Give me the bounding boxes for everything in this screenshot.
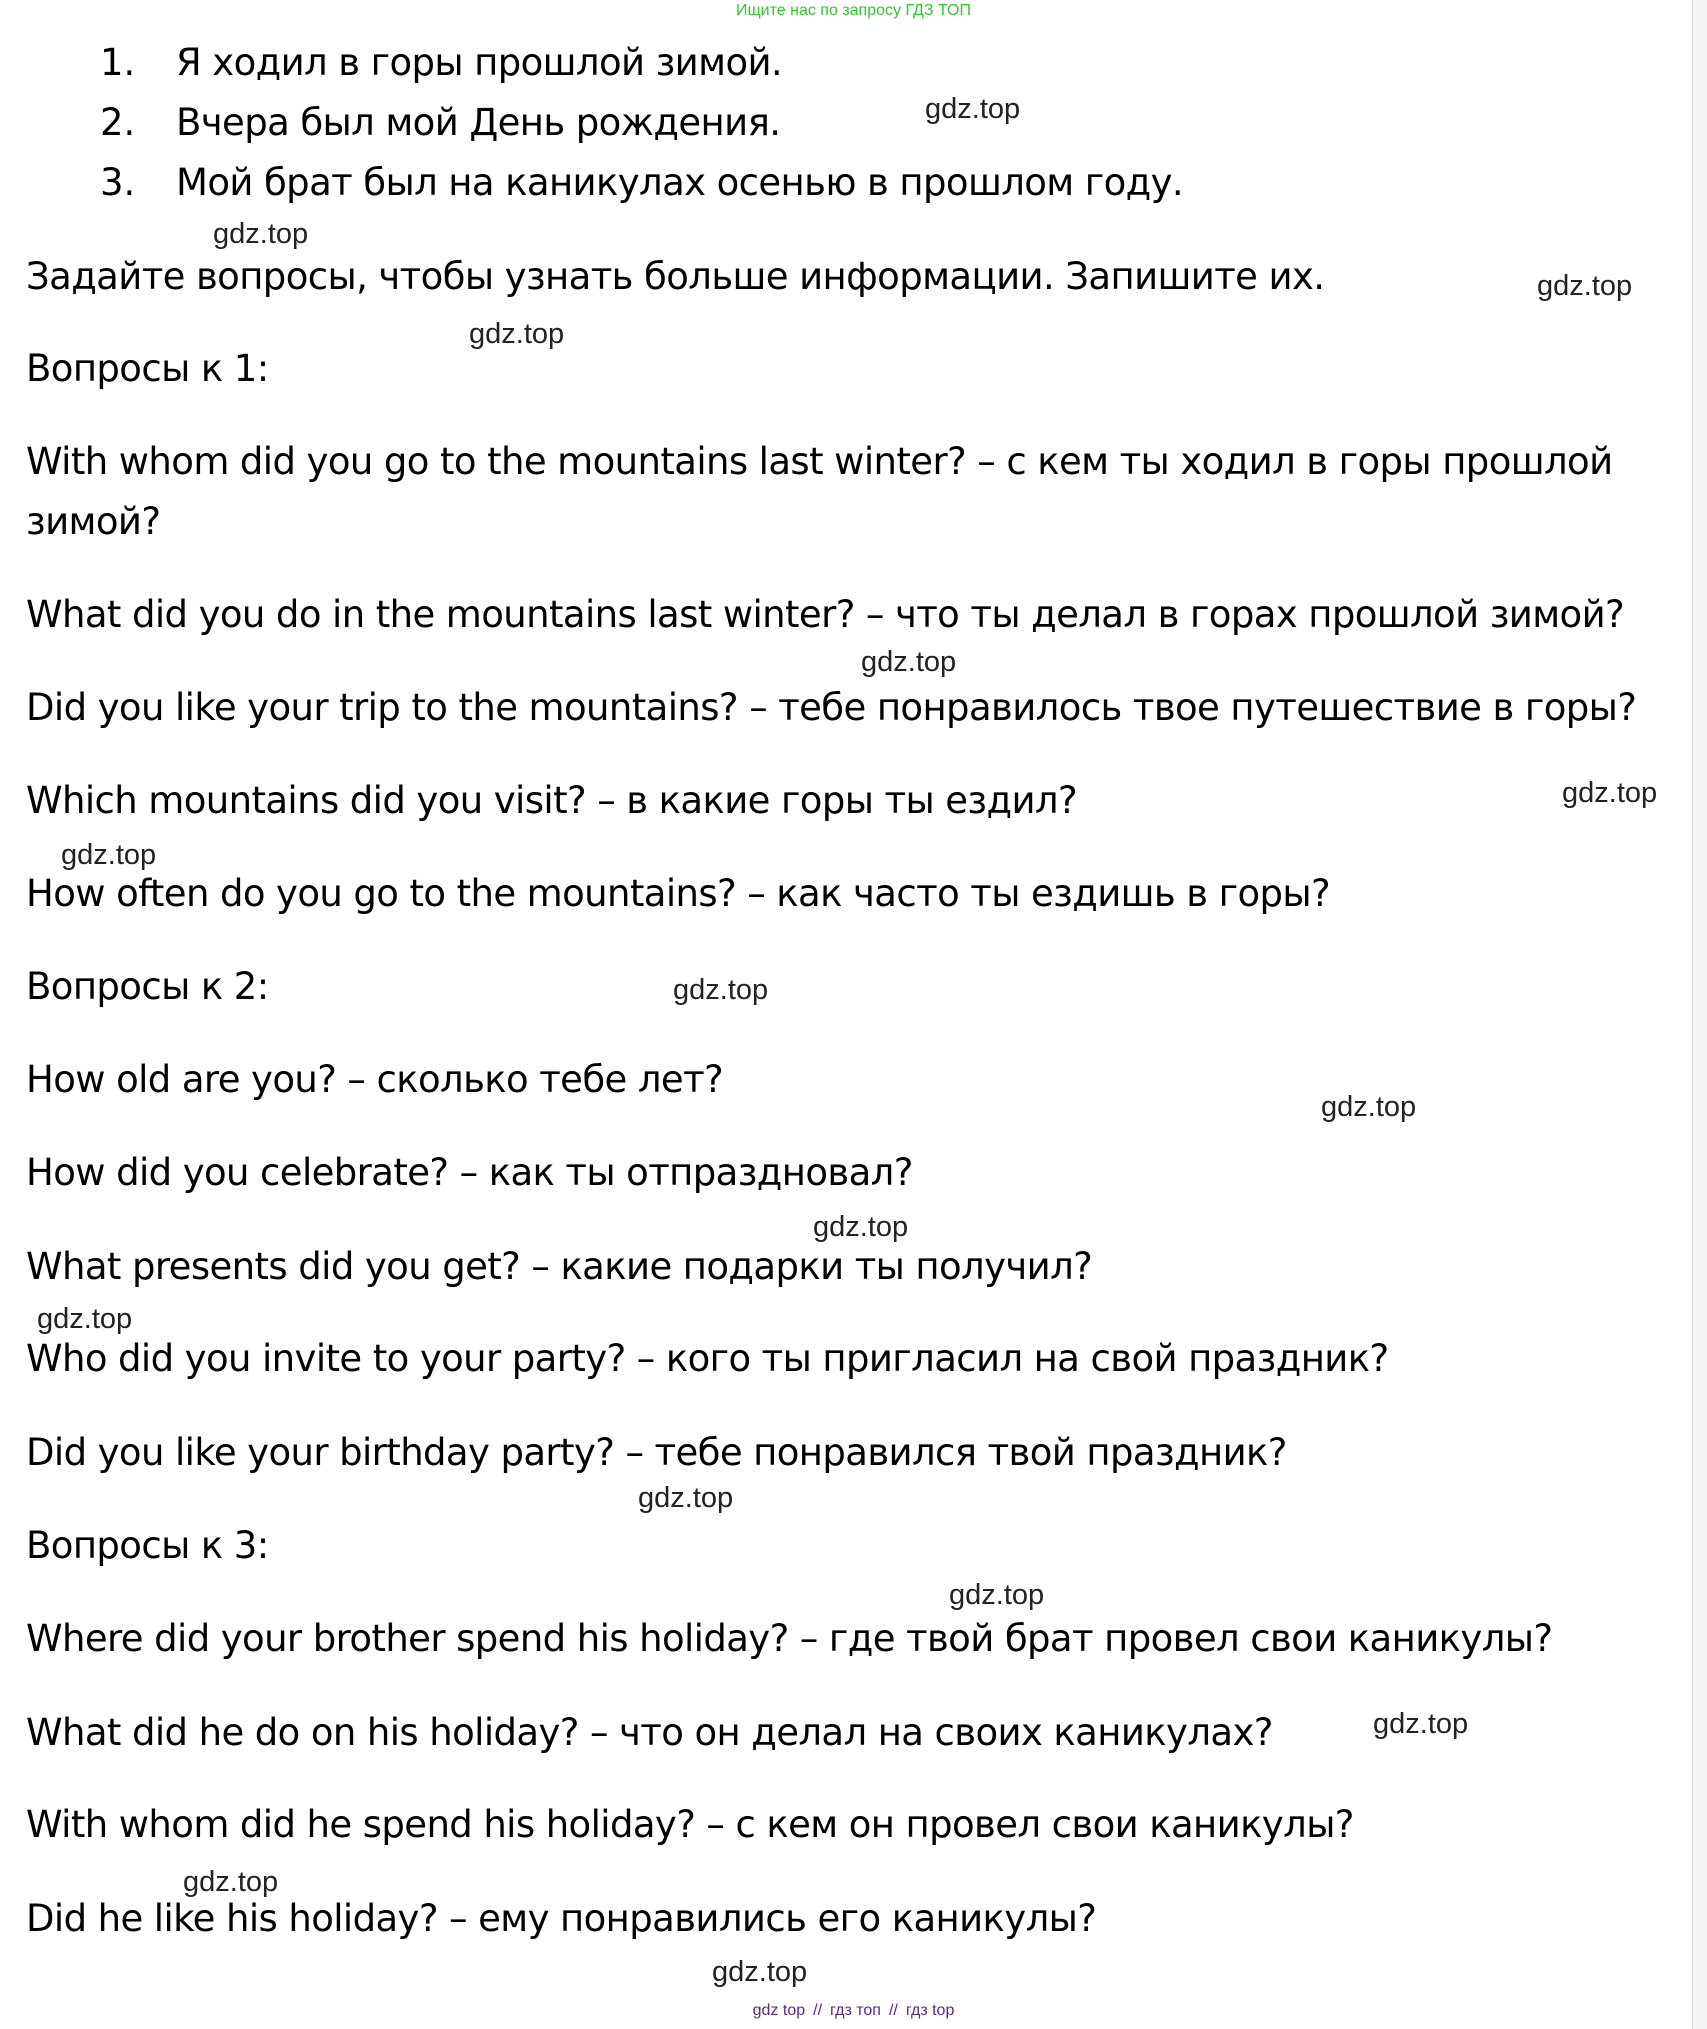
watermark: gdz.top	[813, 1211, 909, 1243]
top-banner: Ищите нас по запросу ГДЗ ТОП	[736, 2, 971, 19]
watermark: gdz.top	[37, 1303, 133, 1335]
footer-links	[0, 2002, 1707, 2020]
watermark: gdz.top	[673, 974, 769, 1006]
watermark: gdz.top	[712, 1956, 808, 1988]
watermark: gdz.top	[861, 646, 957, 678]
question-1a-continued: зимой?	[26, 500, 161, 543]
question-3a: Where did your brother spend his holiday? – где твой брат провел свои каникулы?	[26, 1617, 1553, 1660]
scrollbar[interactable]	[1692, 0, 1707, 2029]
sentence-1: Я ходил в горы прошлой зимой.	[176, 41, 783, 84]
watermark: gdz.top	[469, 318, 565, 350]
sentence-number-1: 1.	[100, 41, 136, 84]
sentence-number-3: 3.	[100, 161, 136, 204]
footer-link-gdz-top-ru[interactable]: гдз топ	[830, 2002, 881, 2019]
question-1b: What did you do in the mountains last winter? – что ты делал в горах прошлой зимой?	[26, 593, 1625, 636]
question-1e: How often do you go to the mountains? – как часто ты ездишь в горы?	[26, 872, 1331, 915]
question-2a: How old are you? – сколько тебе лет?	[26, 1058, 724, 1101]
footer-link-gdz-top-mixed[interactable]: гдз top	[905, 2002, 955, 2019]
footer-link-gdz-top[interactable]: gdz top	[752, 2002, 806, 2019]
watermark: gdz.top	[61, 839, 157, 871]
watermark: gdz.top	[925, 93, 1021, 125]
question-3d: Did he like his holiday? – ему понравились его каникулы?	[26, 1897, 1097, 1940]
question-1c: Did you like your trip to the mountains? – тебе понравилось твое путешествие в горы?	[26, 686, 1637, 729]
question-3c: With whom did he spend his holiday? – с кем он провел свои каникулы?	[26, 1803, 1354, 1846]
question-3b: What did he do on his holiday? – что он делал на своих каникулах?	[26, 1711, 1273, 1754]
section-heading-1: Вопросы к 1:	[26, 347, 269, 390]
sentence-2: Вчера был мой День рождения.	[176, 101, 781, 144]
footer-separator: //	[813, 2002, 823, 2019]
section-heading-2: Вопросы к 2:	[26, 965, 269, 1008]
watermark: gdz.top	[1321, 1091, 1417, 1123]
task-instruction: Задайте вопросы, чтобы узнать больше информации. Запишите их.	[26, 255, 1325, 298]
watermark: gdz.top	[638, 1482, 734, 1514]
watermark: gdz.top	[183, 1866, 279, 1898]
sentence-number-2: 2.	[100, 101, 136, 144]
question-1a: With whom did you go to the mountains last winter? – с кем ты ходил в горы прошлой	[26, 440, 1613, 483]
watermark: gdz.top	[1373, 1708, 1469, 1740]
question-2b: How did you celebrate? – как ты отпраздновал?	[26, 1151, 913, 1194]
watermark: gdz.top	[1562, 777, 1658, 809]
watermark: gdz.top	[1537, 270, 1633, 302]
question-2c: What presents did you get? – какие подарки ты получил?	[26, 1245, 1093, 1288]
watermark: gdz.top	[949, 1579, 1045, 1611]
footer-separator: //	[888, 2002, 898, 2019]
question-2d: Who did you invite to your party? – кого ты пригласил на свой праздник?	[26, 1337, 1389, 1380]
question-1d: Which mountains did you visit? – в какие горы ты ездил?	[26, 779, 1077, 822]
watermark: gdz.top	[213, 218, 309, 250]
question-2e: Did you like your birthday party? – тебе понравился твой праздник?	[26, 1431, 1287, 1474]
sentence-3: Мой брат был на каникулах осенью в прошлом году.	[176, 161, 1184, 204]
section-heading-3: Вопросы к 3:	[26, 1524, 269, 1567]
